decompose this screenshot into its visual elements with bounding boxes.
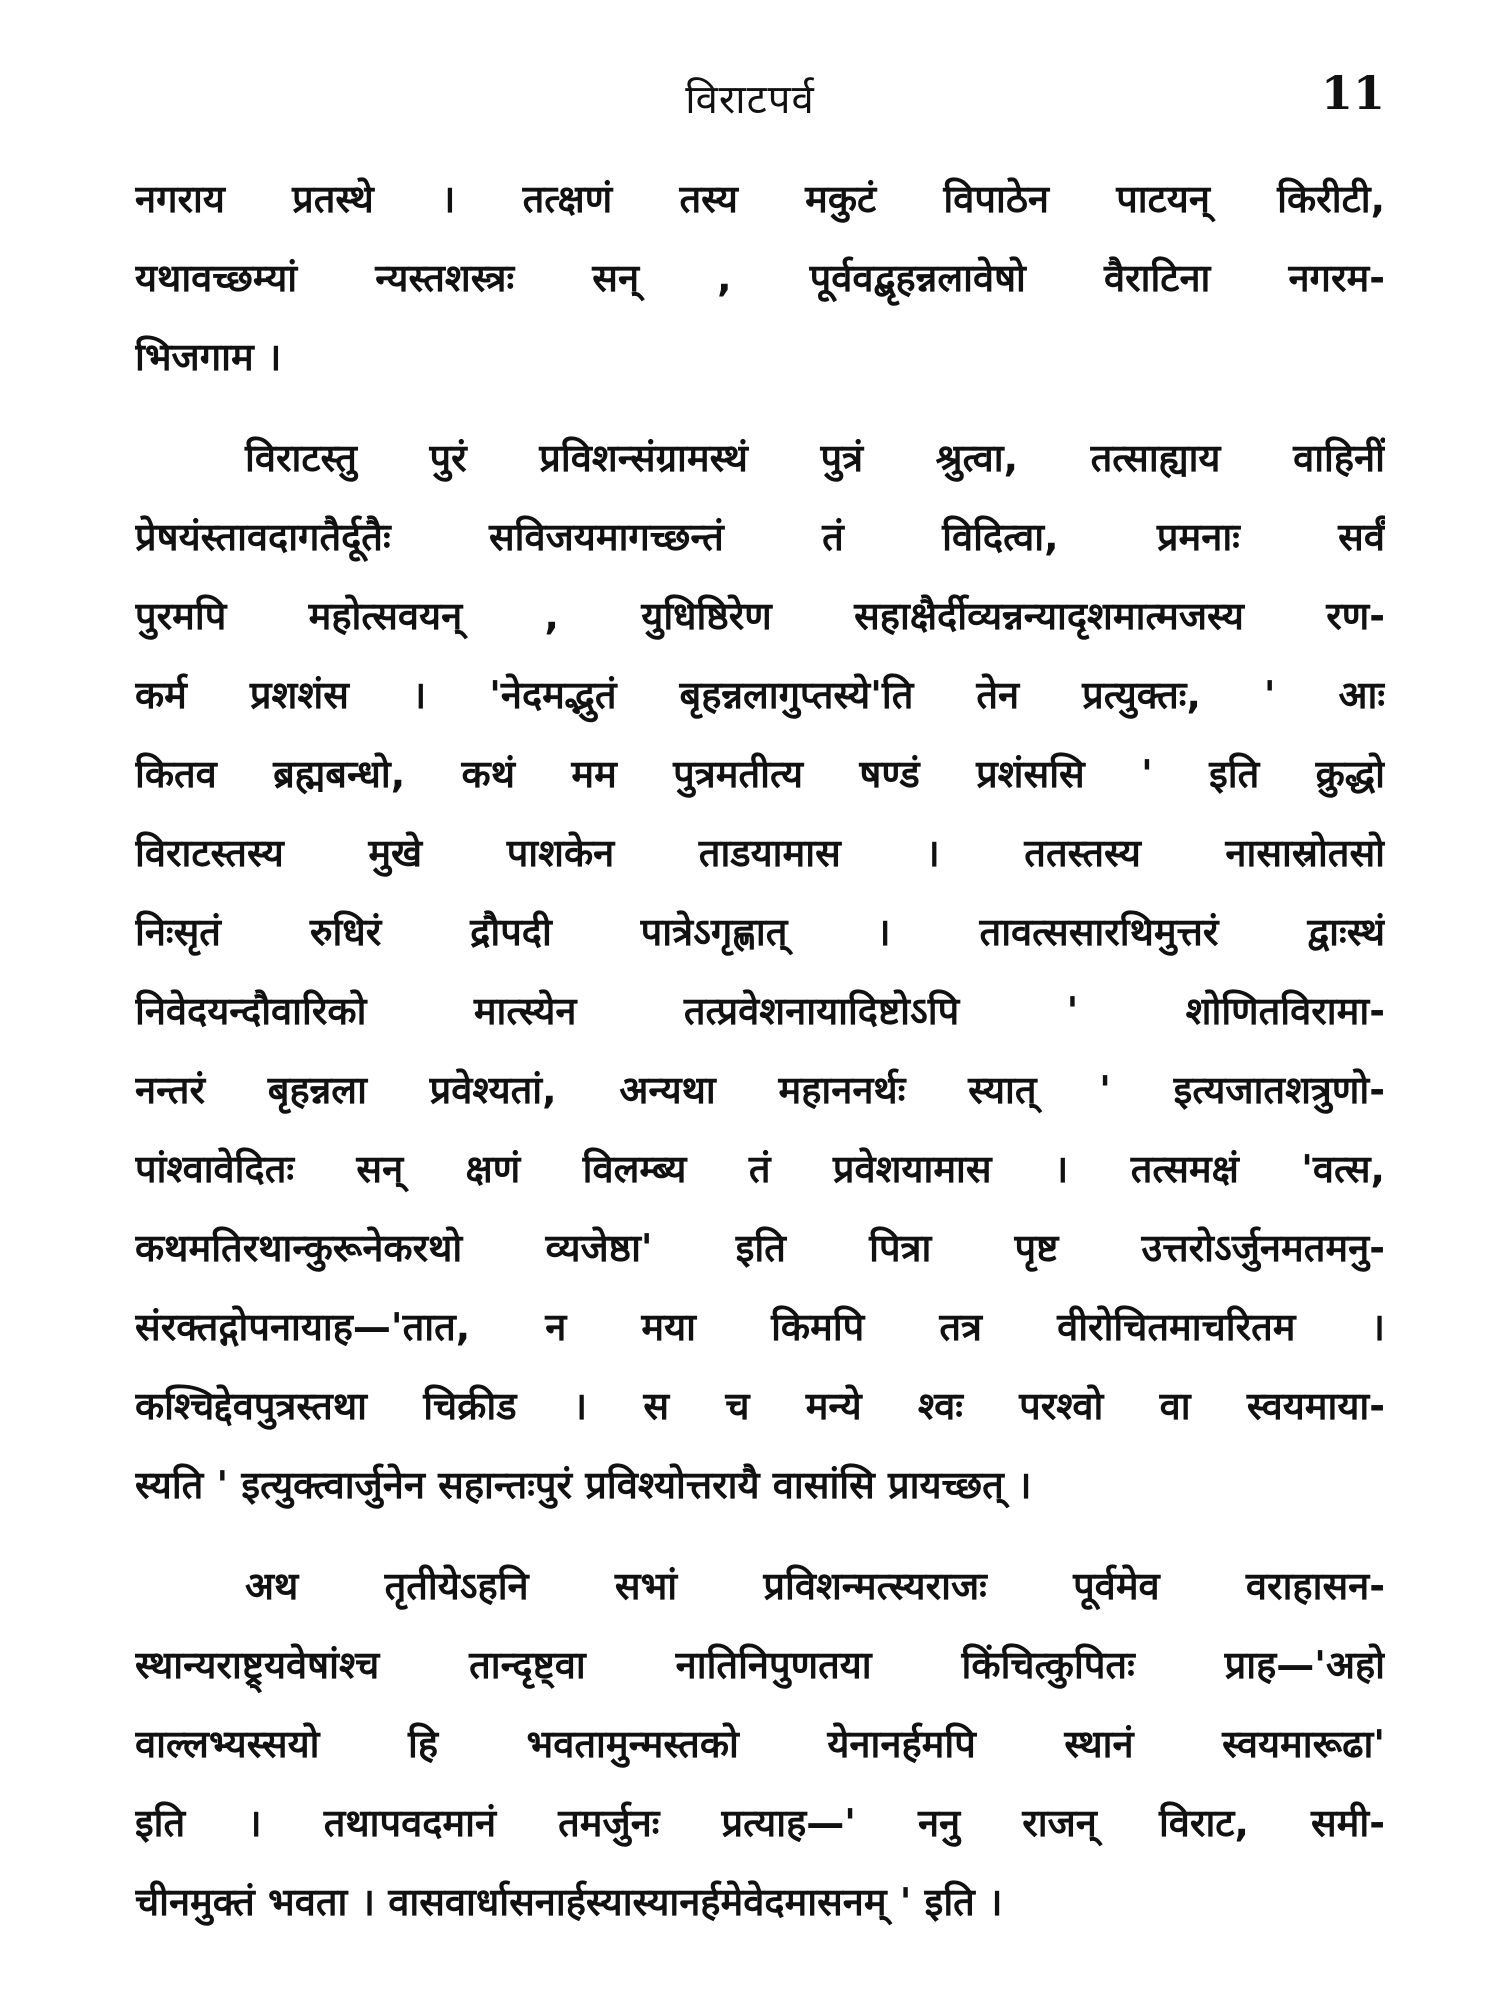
text-line: भिजगाम । [135, 335, 282, 379]
text-line: कर्म प्रशशंस । 'नेदमद्भुतं बृहन्नलागुप्तस्ये'ति तेन प्रत्युक्तः, ' आः [135, 673, 1385, 717]
text-line: यथावच्छम्यां न्यस्तशस्त्रः सन् , पूर्ववद्बृहन्नलावेषो वैराटिना नगरम- [135, 256, 1385, 300]
text-line: विराटस्तस्य मुखे पाशकेन ताडयामास । ततस्तस्य नासास्रोतसो [135, 831, 1385, 875]
text-line: निवेदयन्दौवारिको मात्स्येन तत्प्रवेशनायादिष्टोऽपि ' शोणितविरामा- [135, 989, 1385, 1033]
text-line: नन्तरं बृहन्नला प्रवेश्यतां, अन्यथा महाननर्थः स्यात् ' इत्यजातशत्रुणो- [135, 1068, 1385, 1112]
text-line: नगराय प्रतस्थे । तत्क्षणं तस्य मकुटं विपाठेन पाटयन् किरीटी, [135, 177, 1385, 221]
paragraph-1 [135, 160, 1385, 397]
text-line: पांश्वावेदितः सन् क्षणं विलम्ब्य तं प्रवेशयामास । तत्समक्षं 'वत्स, [135, 1147, 1385, 1191]
paragraph-3 [135, 1547, 1385, 1942]
text-line: विराटस्तु पुरं प्रविशन्संग्रामस्थं पुत्रं श्रुत्वा, तत्साह्याय वाहिनीं [245, 436, 1385, 480]
text-line: निःसृतं रुधिरं द्रौपदी पात्रेऽगृह्णात् । तावत्ससारथिमुत्तरं द्वाःस्थं [135, 910, 1385, 954]
paragraph-2 [135, 419, 1385, 1525]
text-line: स्यति ' इत्युक्त्वार्जुनेन सहान्तःपुरं प्रविश्योत्तरायै वासांसि प्रायच्छत् । [135, 1463, 1032, 1507]
text-line: पुरमपि महोत्सवयन् , युधिष्ठिरेण सहाक्षैर्दीव्यन्नन्यादृशमात्मजस्य रण- [135, 594, 1385, 638]
text-line: वाल्लभ्यस्सयो हि भवतामुन्मस्तको येनानर्हमपि स्थानं स्वयमारूढा' [135, 1722, 1385, 1766]
page-body [135, 160, 1385, 1942]
text-line: कथमतिरथान्कुरूनेकरथो व्यजेष्ठा' इति पित्रा पृष्ट उत्तरोऽर्जुनमतमनु- [135, 1226, 1385, 1270]
text-line: स्थान्यराष्ट्र्यवेषांश्च तान्दृष्ट्वा नातिनिपुणतया किंचित्कुपितः प्राह—'अहो [135, 1643, 1385, 1687]
text-line: इति । तथापवदमानं तमर्जुनः प्रत्याह—' ननु राजन् विराट, समी- [135, 1801, 1385, 1845]
text-line: कश्चिद्देवपुत्रस्तथा चिक्रीड । स च मन्ये श्वः परश्वो वा स्वयमाया- [135, 1384, 1385, 1428]
page-number: 11 [1320, 66, 1385, 120]
running-title: विराटपर्व [685, 77, 815, 123]
text-line: कितव ब्रह्मबन्धो, कथं मम पुत्रमतीत्य षण्डं प्रशंससि ' इति क्रुद्धो [135, 752, 1385, 796]
text-line: चीनमुक्तं भवता । वासवार्धासनार्हस्यास्यानर्हमेवेदमासनम् ' इति । [135, 1880, 1003, 1924]
text-line: अथ तृतीयेऽहनि सभां प्रविशन्मत्स्यराजः पूर्वमेव वराहासन- [245, 1564, 1385, 1608]
page-header [0, 52, 1500, 132]
text-line: संरक्तद्गोपनायाह—'तात, न मया किमपि तत्र वीरोचितमाचरितम । [135, 1305, 1385, 1349]
text-line: प्रेषयंस्तावदागतैर्दूतैः सविजयमागच्छन्तं तं विदित्वा, प्रमनाः सर्वं [135, 515, 1385, 559]
